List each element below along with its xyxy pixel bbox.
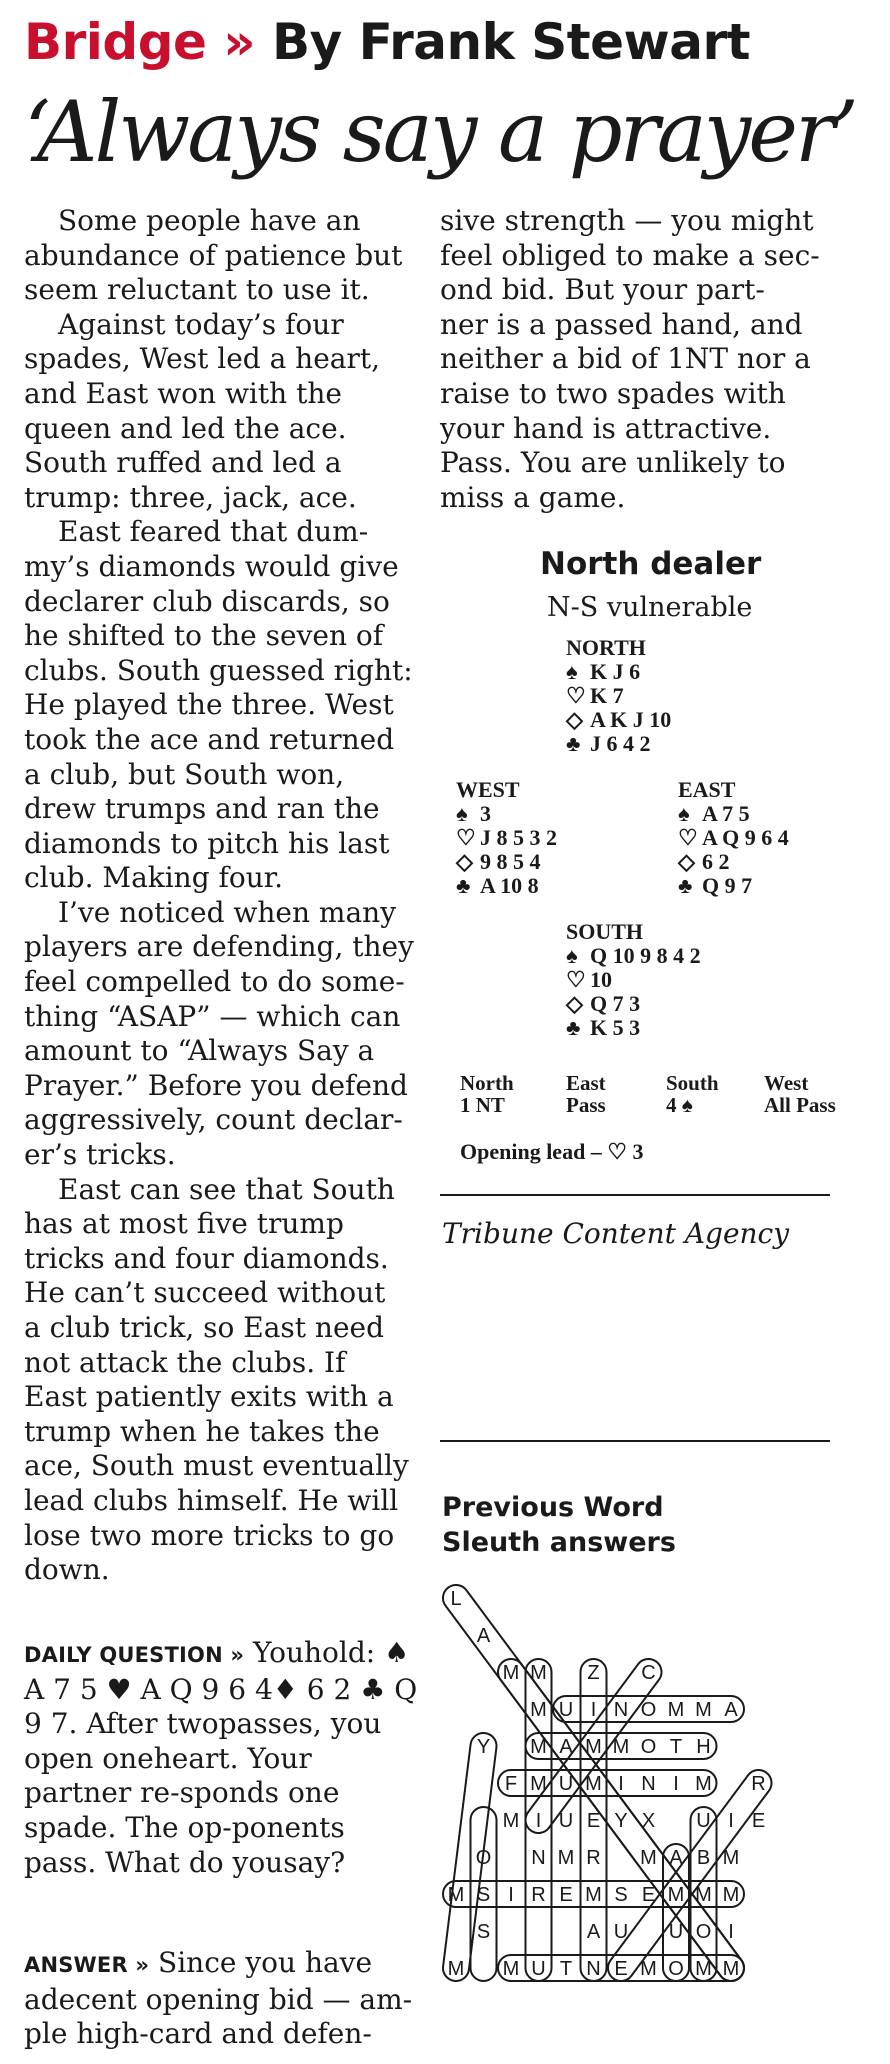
hand-suit-row <box>456 850 557 874</box>
puzzle-letter: I <box>728 1921 734 1943</box>
article-line: a club, but South won, <box>24 757 345 791</box>
article-line: amount to “Always Say a <box>24 1034 375 1068</box>
puzzle-letter: M <box>530 1662 547 1684</box>
byline: By Frank Stewart <box>255 13 751 71</box>
puzzle-letter: A <box>559 1736 573 1758</box>
hand-suit-row <box>678 802 789 826</box>
article-line: er’s tricks. <box>24 1138 176 1172</box>
puzzle-letter: S <box>476 1921 491 1943</box>
article-line: trump: three, jack, ace. <box>24 480 357 514</box>
hand-suit-row <box>566 1016 701 1040</box>
bidding-call: 1 NT <box>460 1093 505 1117</box>
article-line: He can’t succeed without <box>24 1276 386 1310</box>
question-text: You <box>244 1636 304 1669</box>
puzzle-letter: O <box>640 1736 657 1758</box>
hand-cards: 9 8 5 4 <box>480 849 541 874</box>
article-body-right <box>440 204 840 515</box>
puzzle-letter: U <box>558 1699 574 1721</box>
puzzle-letter: M <box>667 1699 685 1721</box>
article-line: aggressively, count declar- <box>24 1103 403 1137</box>
puzzle-letter: N <box>531 1847 546 1869</box>
hand-suit-row <box>678 850 789 874</box>
hand-cards: A Q 9 6 4 <box>702 825 789 850</box>
puzzle-letter: I <box>535 1810 542 1832</box>
article-line: Pass. You are unlikely to <box>440 446 786 480</box>
divider <box>440 1440 830 1442</box>
article-line: neither a bid of 1NT nor a <box>440 342 811 376</box>
question-line <box>24 1636 304 1669</box>
hand-suit-row <box>566 944 701 968</box>
heart-icon: ♡ <box>456 825 476 850</box>
puzzle-letter: M <box>667 1884 685 1906</box>
hand-suit-row <box>566 684 671 708</box>
puzzle-letter: R <box>586 1847 601 1869</box>
label-arrow: » <box>222 1643 245 1667</box>
article-line: a club trick, so East need <box>24 1311 385 1344</box>
hand-cards: Q 9 7 <box>702 873 753 898</box>
article-line: He played the three. West <box>24 688 394 722</box>
bidding-call: 4 ♠ <box>666 1093 693 1117</box>
article-line: Against today’s four <box>58 307 344 341</box>
question-text: Since you have a <box>24 1946 373 2016</box>
bidding-call: Pass <box>566 1093 606 1117</box>
article-line: abundance of patience but <box>24 238 403 272</box>
puzzle-letter: B <box>696 1847 711 1869</box>
puzzle-letter: N <box>641 1773 656 1795</box>
hand-suit-row <box>566 732 671 756</box>
hand-label: NORTH <box>566 635 646 660</box>
puzzle-letter: R <box>751 1773 766 1795</box>
south-hand <box>566 920 701 1040</box>
puzzle-letter: R <box>531 1884 546 1906</box>
article-line: drew trumps and ran the <box>24 792 380 826</box>
question-text: heart. Your partner re- <box>24 1741 312 1810</box>
question-text: hold: ♠ A 7 5 ♥ A Q 9 6 4 <box>24 1636 410 1706</box>
article-line: trump when he takes the <box>24 1414 380 1448</box>
previous-puzzle-title-line: Sleuth answers <box>442 1527 676 1558</box>
puzzle-letter: S <box>614 1884 628 1906</box>
article-line: sive strength — you might <box>440 204 814 237</box>
word-sleuth-grid <box>440 1568 790 2032</box>
puzzle-letter: M <box>640 1958 657 1980</box>
hand-cards: K 5 3 <box>590 1015 641 1040</box>
spade-icon: ♠ <box>456 801 468 826</box>
puzzle-letter: U <box>558 1810 574 1832</box>
hand-cards: A K J 10 <box>590 707 672 732</box>
puzzle-letter: A <box>669 1847 683 1869</box>
article-paragraph <box>24 308 424 516</box>
article-line: I’ve noticed when many <box>58 895 397 929</box>
article-line: spades, West led a heart, <box>24 342 381 376</box>
bidding-call: All Pass <box>764 1093 836 1117</box>
article-line: diamonds to pitch his last <box>24 826 390 860</box>
hand-cards: A 7 5 <box>702 801 750 826</box>
deal-subtitle: N-S vulnerable <box>547 592 753 623</box>
article-line: East feared that dum- <box>58 515 369 549</box>
puzzle-letter: M <box>502 1662 520 1684</box>
puzzle-letter: E <box>641 1884 656 1906</box>
article-line: East patiently exits with a <box>24 1380 394 1414</box>
puzzle-letter: M <box>695 1773 712 1795</box>
bidding-header: East <box>566 1071 606 1095</box>
puzzle-letter: U <box>613 1921 629 1943</box>
article-line: tricks and four diamonds. <box>24 1241 389 1275</box>
previous-puzzle-title-line: Previous Word <box>442 1492 664 1523</box>
hand-cards: J 6 4 2 <box>590 731 651 756</box>
puzzle-letter: X <box>641 1810 656 1832</box>
north-hand <box>566 636 671 756</box>
article-line: and East won with the <box>24 376 342 410</box>
bidding-header: South <box>666 1071 719 1095</box>
section-kicker: Bridge » <box>24 13 256 71</box>
hand-cards: 6 2 <box>702 849 730 874</box>
puzzle-letter: L <box>450 1588 462 1610</box>
question-text: say? <box>283 1845 346 1879</box>
puzzle-letter: E <box>559 1884 573 1906</box>
puzzle-letter: Y <box>614 1810 628 1832</box>
question-line <box>41 1983 412 2016</box>
puzzle-letter: M <box>722 1884 740 1906</box>
opening-lead: Opening lead – ♡ 3 <box>460 1139 644 1164</box>
article-line: ond bid. But your part- <box>440 273 765 307</box>
hand-cards: Q 7 3 <box>590 991 641 1016</box>
club-icon: ♣ <box>566 1015 581 1040</box>
puzzle-letter: U <box>531 1958 546 1980</box>
puzzle-letter: E <box>614 1958 628 1980</box>
question-text: ponents pass. What do you <box>24 1810 345 1879</box>
question-line <box>24 2017 372 2050</box>
spade-icon: ♠ <box>566 659 578 684</box>
heart-icon: ♡ <box>566 967 586 992</box>
word-sleuth-svg <box>440 1568 790 2028</box>
article-line: lead clubs himself. He will <box>24 1483 399 1517</box>
club-icon: ♣ <box>678 873 693 898</box>
column-header <box>24 10 874 74</box>
bidding-header: West <box>764 1071 809 1095</box>
article-line: Some people have an <box>58 204 361 237</box>
puzzle-letter: M <box>585 1736 602 1758</box>
article-line: seem reluctant to use it. <box>24 273 370 307</box>
article-line: Prayer.” Before you defend <box>24 1068 408 1102</box>
puzzle-letter: M <box>530 1699 547 1721</box>
article-line: declarer club discards, so <box>24 584 390 618</box>
answer-label: ANSWER <box>24 1953 128 1977</box>
puzzle-letter: C <box>641 1662 656 1684</box>
hand-suit-row <box>566 660 671 684</box>
article-line: ace, South must eventually <box>24 1449 409 1483</box>
puzzle-letter: S <box>476 1884 491 1906</box>
puzzle-letter: N <box>586 1958 601 1980</box>
puzzle-letter: M <box>695 1958 712 1980</box>
article-line: has at most five trump <box>24 1207 344 1241</box>
puzzle-letter: U <box>558 1773 574 1795</box>
puzzle-letter: I <box>728 1810 734 1832</box>
deal-title: North dealer <box>540 546 762 582</box>
puzzle-letter: M <box>447 1958 465 1980</box>
article-paragraph <box>24 515 424 896</box>
puzzle-letter: M <box>447 1884 465 1906</box>
puzzle-letter: Z <box>587 1662 600 1684</box>
article-line: raise to two spades with <box>440 376 786 410</box>
hand-cards: K 7 <box>590 683 624 708</box>
article-line: he shifted to the seven of <box>24 619 384 653</box>
hand-cards: A 10 8 <box>480 873 539 898</box>
club-icon: ♣ <box>456 873 471 898</box>
puzzle-letter: M <box>722 1847 740 1869</box>
spade-icon: ♠ <box>678 801 690 826</box>
article-line: South ruffed and led a <box>24 446 342 480</box>
hand-suit-row <box>566 992 701 1016</box>
puzzle-letter: N <box>613 1699 629 1721</box>
article-line: clubs. South guessed right: <box>24 653 413 687</box>
puzzle-letter: M <box>585 1884 602 1906</box>
question-text: ♦ 6 2 ♣ Q 9 7. After two <box>24 1672 418 1741</box>
article-line: thing “ASAP” — which can <box>24 999 401 1033</box>
puzzle-letter: E <box>751 1810 766 1832</box>
hand-cards: J 8 5 3 2 <box>480 825 557 850</box>
puzzle-letter: M <box>585 1773 602 1795</box>
puzzle-letter: M <box>557 1847 575 1869</box>
article-line: queen and led the ace. <box>24 411 347 445</box>
puzzle-letter: A <box>476 1625 491 1647</box>
puzzle-letter: A <box>586 1921 601 1943</box>
diamond-icon: ◇ <box>678 849 695 874</box>
puzzle-letter: M <box>530 1736 547 1758</box>
bidding-header: North <box>460 1071 514 1095</box>
puzzle-letter: M <box>640 1847 657 1869</box>
hand-label: SOUTH <box>566 919 644 944</box>
diamond-icon: ◇ <box>566 991 583 1016</box>
diamond-icon: ◇ <box>456 849 473 874</box>
hand-suit-row <box>566 708 671 732</box>
hand-suit-row <box>678 874 789 898</box>
puzzle-letter: H <box>696 1736 711 1758</box>
article-line: your hand is attractive. <box>440 411 772 445</box>
article-line: East can see that South <box>58 1172 395 1206</box>
headline: ‘Always say a prayer’ <box>24 83 856 181</box>
hand-suit-row <box>456 874 557 898</box>
article-line: not attack the clubs. If <box>24 1345 346 1379</box>
answer <box>24 1946 424 2052</box>
article-line: miss a game. <box>440 480 626 514</box>
article-paragraph <box>24 896 424 1173</box>
puzzle-letter: I <box>590 1699 597 1721</box>
question-line <box>283 1846 345 1879</box>
hand-suit-row <box>678 826 789 850</box>
hand-cards: Q 10 9 8 4 2 <box>590 943 701 968</box>
daily-question-label: DAILY QUESTION <box>24 1643 223 1667</box>
hand-suit-row <box>456 802 557 826</box>
puzzle-letter: M <box>612 1736 630 1758</box>
puzzle-letter: M <box>502 1810 520 1832</box>
puzzle-letter: O <box>668 1958 684 1980</box>
spade-icon: ♠ <box>566 943 578 968</box>
puzzle-letter: M <box>722 1958 740 1980</box>
article-body-left <box>24 204 424 1588</box>
question-text: ple high-card and defen- <box>24 2017 372 2051</box>
puzzle-letter: Y <box>476 1736 491 1758</box>
hand-label: EAST <box>678 777 736 802</box>
puzzle-letter: T <box>559 1958 573 1980</box>
hand-suit-row <box>566 968 701 992</box>
puzzle-letter: M <box>695 1884 712 1906</box>
hand-suit-row <box>456 826 557 850</box>
east-hand <box>678 778 789 898</box>
puzzle-letter: F <box>504 1773 518 1795</box>
puzzle-letter: T <box>669 1736 683 1758</box>
article-paragraph <box>24 204 424 308</box>
hand-label: WEST <box>456 777 520 802</box>
article-line: club. Making four. <box>24 861 283 895</box>
puzzle-letter: I <box>618 1773 624 1795</box>
previous-puzzle-title <box>442 1490 842 1560</box>
hand-cards: 3 <box>480 801 491 826</box>
article-paragraph <box>24 1173 424 1588</box>
credit-line: Tribune Content Agency <box>442 1217 790 1250</box>
heart-icon: ♡ <box>566 683 586 708</box>
puzzle-letter: O <box>695 1921 712 1943</box>
article-line: feel compelled to do some- <box>24 965 405 999</box>
divider <box>440 1194 830 1196</box>
hand-cards: K J 6 <box>590 659 641 684</box>
daily-question <box>24 1636 424 1880</box>
puzzle-letter: U <box>696 1810 711 1832</box>
puzzle-letter: A <box>724 1699 738 1721</box>
puzzle-letter: O <box>475 1847 492 1869</box>
puzzle-letter: E <box>586 1810 601 1832</box>
article-line: feel obliged to make a sec- <box>440 238 820 272</box>
article-line: down. <box>24 1553 110 1587</box>
article-line: players are defending, they <box>24 930 414 964</box>
diamond-icon: ◇ <box>566 707 583 732</box>
question-text: decent opening bid — am- <box>40 1982 413 2016</box>
article-line: took the ace and returned <box>24 722 395 756</box>
puzzle-letter: I <box>508 1884 514 1906</box>
puzzle-letter: U <box>668 1921 684 1943</box>
puzzle-letter: M <box>530 1773 547 1795</box>
question-text: passes, you open one <box>24 1707 382 1775</box>
west-hand <box>456 778 557 898</box>
puzzle-letter: O <box>640 1699 657 1721</box>
label-arrow: » <box>127 1953 150 1977</box>
question-text: sponds one spade. The op- <box>24 1776 340 1844</box>
article-line: my’s diamonds would give <box>24 549 399 583</box>
heart-icon: ♡ <box>678 825 698 850</box>
puzzle-letter: M <box>502 1958 520 1980</box>
club-icon: ♣ <box>566 731 581 756</box>
puzzle-letter: I <box>673 1773 679 1795</box>
article-line: lose two more tricks to go <box>24 1518 395 1552</box>
article-line: ner is a passed hand, and <box>440 307 803 341</box>
puzzle-letter: M <box>695 1699 712 1721</box>
hand-cards: 10 <box>590 967 612 992</box>
